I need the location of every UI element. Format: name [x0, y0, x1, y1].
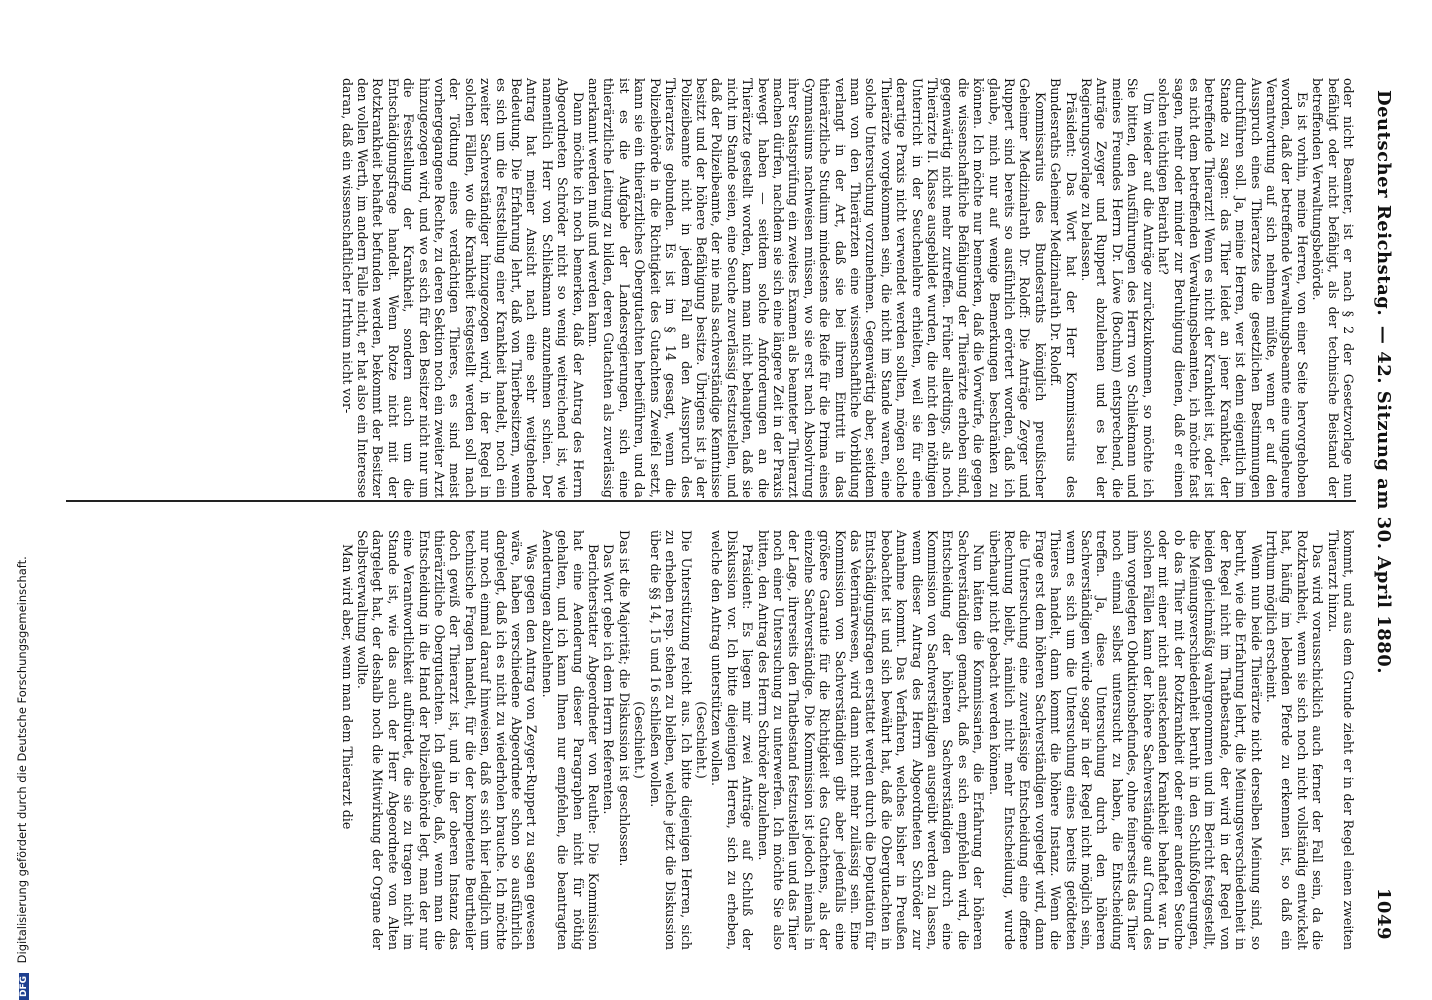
- left-column-paragraph: Es ist vorhin, meine Herren, von einer Seite hervorgehoben worden, daß der betreffende Verwaltungsbeamte eine ungeheure Verantwortung auf sich nehmen müßte, wenn er auf den Ausspruch eines Thierarztes die gesetzlichen Bestimmungen durchführen soll. Ja, meine Herren, wer ist denn eigentlich im Stande zu sagen: das Thier leidet an jener Krankheit, der betreffende Thierarzt! Wenn es nicht der Krankheit ist, oder ist es nicht dem betreffenden Verwaltungsbeamten, ich möchte fast sagen, mehr oder minder zur Beruhigung dienen, daß er einen solchen tüchtigen Beirath hat?: [1156, 78, 1310, 498]
- column-divider: [66, 500, 1356, 502]
- right-column-paragraph: Was gegen den Antrag von Zeyger-Ruppert zu sagen gewesen wäre, haben verschiedene Abgeordnete schon so ausführlich dargelegt, daß ich es nicht zu wiederholen brauche. Ich möchte nur noch einmal darauf hinweisen, daß es sich hier lediglich um technische Fragen handelt, für die der kompetente Beurtheiler doch gewiß der Thierarzt ist, und in der oberen Instanz das thierärztliche Obergutachten. Ich glaube, daß, wenn man die Entscheidung in die Hand der Polizeibehörde legt, man der nur eine Verantwortlichkeit aufbürdet, die sie zu tragen nicht im Stande ist, wie das auch der Herr Abgeordnete von Alten dargelegt hat, der deshalb noch die Mitwirkung der Organe der Selbstverwaltung wollte.: [355, 530, 540, 950]
- right-column-paragraph: Wenn nun beide Thierärzte nicht derselben Meinung sind, so beruht, wie die Erfahrung lehrt, die Meinungsverschiedenheit in der Regel nicht im Thatbestande, der wird in der Regel von beiden gleichmäßig wahrgenommen und im Bericht festgestellt, die Meinungsverschiedenheit beruht in den Schlußfolgerungen, ob das Thier mit der Rotzkrankheit oder einer anderen Seuche oder mit einer nicht ansteckenden Krankheit behaftet war. In solchen Fällen kann der höhere Sachverständige auf Grund des ihm vorgelegten Obduktionsbefundes, ohne feinerseits das Thier noch einmal selbst untersucht zu haben, die Entscheidung treffen. Ja, diese Untersuchung durch den höheren Sachverständigen würde sogar in der Regel nicht möglich sein, wenn es sich um die Untersuchung eines bereits getödteten Thieres handelt, dann kommt die höhere Instanz. Wenn die Frage erst dem höheren Sachverständigen vorgelegt wird, dann die Untersuchung eine zuverlässige Entscheidung eine offene Rechnung bleibt, nämlich nicht mehr Entscheidung, wurde überhaupt nicht gebacht werden können.: [986, 530, 1264, 950]
- digitization-credit: [0, 0, 29, 1000]
- left-column-paragraph: Dann möchte ich noch bemerken, daß der Antrag des Herrn Abgeordneten Schröder nicht so wenig weitreichend ist, wie namentlich Herr von Schliekmann anzunehmen schien. Der Antrag hat meiner Ansicht nach eine sehr weitgehende Bedeutung. Die Erfahrung lehrt, daß von Thierbesitzern, wenn es sich um die Feststellung einer Krankheit handelt, noch ein zweiter Sachverständiger hinzugezogen wird, in der Regel in solchen Fällen, wo die Krankheit festgestellt werden soll nach der Tödtung eines verdächtigen Thieres, es sind meist vorhergegangene Rechte, zu deren Sektion noch ein zweiter Arzt hinzugezogen wird, und wo es sich für den Besitzer nicht nur um die Feststellung der Krankheit, sondern auch um die Entschädigungsfrage handelt. Wenn Rotze nicht mit der Rotzkrankheit behaftet befunden werden, bekommt der Besitzer den vollen Werth, im andern Falle nicht, er hat also ein Interesse daran, daß ein wissenschaftlicher Irrthum nicht vor-: [339, 78, 586, 498]
- right-column-paragraph: Die Unterstützung reicht aus. Ich bitte diejenigen Herren, sich zu erheben resp. stehen zu bleiben, welche jetzt die Diskussion über die §§ 14, 15 und 16 schließen wollen.: [647, 530, 694, 950]
- left-column: [339, 78, 1356, 498]
- running-head-center: — 42. Sitzung am 30. April 1880.: [1373, 325, 1394, 675]
- right-column-paragraph: Berichterstatter Abgeordneter von Reuthe: Die Kommission hat eine Aenderung dieser Paragraphen nicht für nöthig gehalten, und ich kann Ihnen nur empfehlen, die beantragten Aenderungen abzulehnen.: [539, 530, 602, 950]
- right-column-paragraph: Das wird vorausschicklich auch ferner der Fall sein, da die Rotzkrankheit, wenn sie sich noch nicht vollständig entwickelt hat, häufig im lebenden Pferde zu erkennen ist, so daß ein Irrthum möglich erscheint.: [1263, 530, 1326, 950]
- digitization-credit-text: Digitalisierung gefördert durch die Deutsche Forschungsgemeinschaft.: [15, 556, 29, 964]
- right-column: [339, 530, 1356, 950]
- left-column-paragraph: Um wieder auf die Anträge zurückzukommen, so möchte ich Sie bitten, den Ausführungen des Herrn von Schliekmann und meines Freundes Herrn Dr. Löwe (Bochum) entsprechend, die Anträge Zeyger und Ruppert abzulehnen und es bei der Regierungsvorlage zu belassen.: [1079, 78, 1156, 498]
- right-column-paragraph: kommt, und aus dem Grunde zieht er in der Regel einen zweiten Thierarzt hinzu.: [1325, 530, 1356, 950]
- left-column-paragraph: Präsident: Das Wort hat der Herr Kommissarius des Bundesraths Geheimer Medizinalrath Dr. Roloff.: [1048, 78, 1079, 498]
- right-column-paragraph: (Geschieht.): [632, 701, 648, 779]
- right-column-paragraph: Präsident: Es liegen mir zwei Anträge auf Schluß der Diskussion vor. Ich bitte diejenigen Herren, sich zu erheben, welche den Antrag unterstützen wollen.: [709, 530, 756, 950]
- right-column-paragraph: Man wird aber, wenn man dem Thierarzt die: [339, 544, 355, 830]
- dfg-logo: DFG: [19, 973, 29, 1000]
- left-column-paragraph: Kommissarius des Bundesraths königlich preußischer Geheimer Medizinalrath Dr. Roloff: Die Anträge Zeyger und Ruppert sind bereits so ausführlich erörtert worden, daß ich glaube, mich nur auf wenige Bemerkungen beschränken zu können. Ich möchte nur bemerken, daß die Vorwürfe, die gegen die wissenschaftliche Befähigung der Thierärzte erhoben sind, gegenwärtig nicht mehr zutreffen. Früher allerdings, als noch Thierärzte II. Klasse ausgebildet wurden, die nicht den nöthigen Unterricht in der Seuchenlehre erhielten, weil sie für eine derartige Praxis nicht verwendet werden sollten, mögen solche Thierärzte vorgekommen sein, die nicht im Stande waren, eine solche Untersuchung vorzunehmen. Gegenwärtig aber, seitdem man von den Thierärzten eine wissenschaftliche Vorbildung verlangt in der Art, daß sie bei ihrem Eintritt in das thierärztliche Studium mindestens die Reife für die Prima eines Gymnasiums nachweisen müssen, wo sie erst nach Absolvirung ihrer Staatsprüfung ein zweites Examen als beamteter Thierarzt machen dürfen, nachdem sie sich eine längere Zeit in der Praxis bewegt haben — seitdem solche Anforderungen an die Thierärzte gestellt worden, kann man nicht behaupten, daß sie nicht im Stande seien, eine Seuche zuverlässig festzustellen, und daß der Polizeibeamte, der nie mals sachverständige Kenntnisse besitzt und der höhere Befähigung besitze. Übrigens ist ja der Polizeibeamte nicht in jedem Fall an den Ausspruch des Thierarztes gebunden. Es ist im § 14 gesagt, wenn die Polizeibehörde in die Richtigkeit des Gutachtens Zweifel setzt, kann sie ein thierärztliches Obergutachten herbeiführen, und da ist es die Aufgabe der Landesregierungen, sich eine thierärztliche Leitung zu bilden, deren Gutachten als zuverlässig anerkannt werden muß und werden kann.: [586, 78, 1048, 498]
- right-column-paragraph: Das ist die Majorität; die Diskussion ist geschlossen.: [616, 530, 632, 867]
- running-head: [1364, 0, 1400, 1000]
- page-number: 1049: [1373, 887, 1394, 940]
- running-head-left: Deutscher Reichstag.: [1373, 90, 1394, 317]
- left-column-paragraph: oder nicht Beamter, ist er nach § 2 der Gesetzvorlage nun befähigt oder nicht befähigt, als der technische Beistand der betreffenden Verwaltungsbehörde.: [1310, 78, 1356, 498]
- right-column-paragraph: Nun hätten die Kommissarien, die Erfahrung der höheren Sachverständigen gemacht, daß es sich empfehlen wird, die Entscheidung der höheren Sachverständigen durch eine Kommission von Sachverständigen ausgeübt werden zu lassen, wenn dieser Antrag des Herrn Abgeordneten Schröder zur Annahme kommt. Das Verfahren, welches bisher in Preußen beobachtet ist und sich bewährt hat, daß die Obergutachten in Entschädigungsfragen erstattet werden durch die Deputation für das Veterinärwesen, wird dann nicht mehr zulässig sein. Eine Kommission von Sachverständigen gibt aber jedenfalls eine größere Garantie für die Richtigkeit des Gutachtens, als der einzelne Sachverständige. Die Kommission ist jedoch niemals in der Lage, ihrerseits den Thatbestand festzustellen und das Thier noch einer Untersuchung zu unterwerfen. Ich möchte Sie also bitten, den Antrag des Herrn Schröder abzulehnen.: [755, 530, 987, 950]
- right-column-paragraph: (Geschieht.): [693, 701, 709, 779]
- right-column-paragraph: Das Wort gebe ich dem Herrn Referenten.: [601, 544, 617, 815]
